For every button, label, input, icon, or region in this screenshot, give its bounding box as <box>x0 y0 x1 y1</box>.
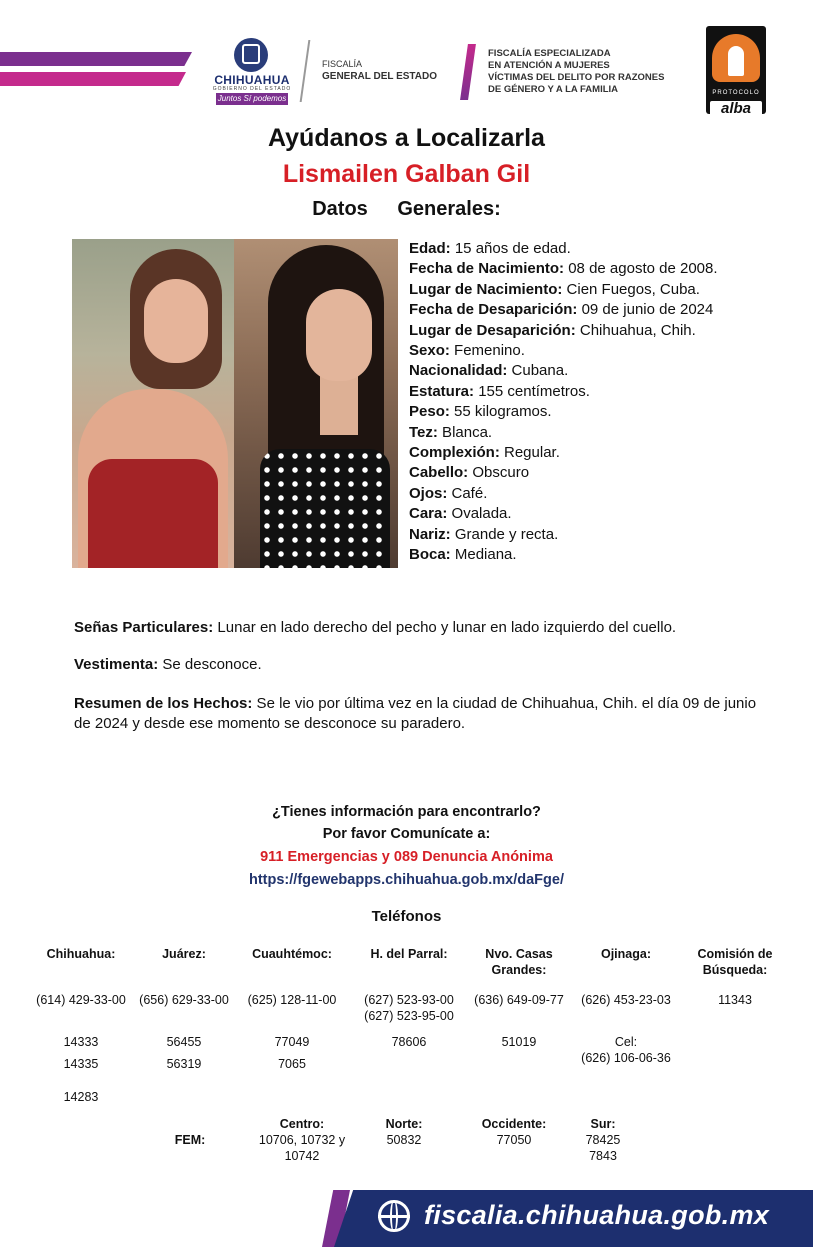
detail-row <box>409 300 739 320</box>
parral-ext-1: 78606 <box>391 1035 427 1049</box>
detail-row <box>409 423 739 443</box>
fem-line2: EN ATENCIÓN A MUJERES <box>488 60 610 71</box>
alba-big-text: alba <box>710 101 762 117</box>
senas-particulares <box>74 618 774 638</box>
col-casas-grandes-header: Nvo. Casas Grandes: <box>485 947 553 977</box>
detail-label: Fecha de Nacimiento: <box>409 260 565 278</box>
col-cuauhtemoc-header: Cuauhtémoc: <box>252 947 332 961</box>
ojinaga-cel-phone: (626) 106-06-36 <box>581 1051 671 1065</box>
fem-norte-value: 50832 <box>386 1133 422 1147</box>
detail-value: Femenino. <box>449 342 525 360</box>
contact-question: ¿Tienes información para encontrarlo? <box>272 804 541 820</box>
fem-occidente-label: Occidente: <box>481 1117 547 1131</box>
vestimenta <box>74 655 774 675</box>
detail-value: Mediana. <box>450 546 517 564</box>
detail-row <box>409 402 739 422</box>
detail-label: Complexión: <box>409 444 500 462</box>
detail-value: Regular. <box>499 444 560 462</box>
vestimenta-value: Se desconoce. <box>158 656 262 673</box>
person-photo-right <box>234 239 398 568</box>
resumen-label: Resumen de los Hechos: <box>74 695 253 712</box>
vestimenta-label: Vestimenta: <box>74 656 159 673</box>
section-title-datos: Datos Generales: <box>312 198 501 220</box>
col-juarez-header: Juárez: <box>162 947 206 961</box>
alba-logo-text <box>706 84 766 117</box>
chihuahua-main-phone: (614) 429-33-00 <box>36 993 126 1007</box>
chihuahua-ext-3: 14283 <box>63 1090 99 1104</box>
col-parral-header: H. del Parral: <box>370 947 448 961</box>
fem-sur-label: Sur: <box>590 1117 616 1131</box>
detail-label: Edad: <box>409 240 451 257</box>
resumen-value: Se le vio por última vez en la ciudad de Chihuahua, Chih. el día 09 de junio de 2024 y desde ese momento se desconoce su paradero. <box>74 695 757 732</box>
cuauhtemoc-ext-1: 77049 <box>274 1035 310 1049</box>
detail-row <box>409 545 739 565</box>
person-photo-left <box>72 239 234 568</box>
detail-label: Nacionalidad: <box>409 362 508 380</box>
casas-grandes-ext-1: 51019 <box>501 1035 537 1049</box>
detail-label: Estatura: <box>409 382 475 400</box>
chihuahua-logo-name: CHIHUAHUA <box>214 73 290 87</box>
detail-label: Boca: <box>409 546 451 564</box>
contact-emergency: 911 Emergencias y 089 Denuncia Anónima <box>260 849 553 865</box>
alba-figure-icon <box>728 46 744 76</box>
detail-label: Sexo: <box>409 342 450 360</box>
col-chihuahua-header: Chihuahua: <box>46 947 116 961</box>
parral-main-phone: (627) 523-93-00 <box>364 993 454 1007</box>
detail-row <box>409 280 739 300</box>
juarez-ext-2: 56319 <box>166 1057 202 1071</box>
chihuahua-shield-icon <box>242 44 260 64</box>
fem-line1: FISCALÍA ESPECIALIZADA <box>488 48 611 59</box>
detail-value: 155 centímetros. <box>474 382 590 400</box>
fiscalia-line2: GENERAL DEL ESTADO <box>322 71 438 82</box>
header-stripe-purple <box>0 52 192 66</box>
fem-sur-value-1: 78425 <box>585 1133 621 1147</box>
senas-value: Lunar en lado derecho del pecho y lunar en lado izquierdo del cuello. <box>213 619 677 636</box>
detail-row <box>409 259 739 279</box>
details-list <box>409 239 739 566</box>
contact-please: Por favor Comunícate a: <box>322 826 491 842</box>
detail-label: Cabello: <box>409 464 469 482</box>
detail-row <box>409 382 739 402</box>
detail-value: Grande y recta. <box>450 525 559 543</box>
detail-label: Lugar de Desaparición: <box>409 321 576 339</box>
detail-value: 09 de junio de 2024 <box>577 301 714 319</box>
cuauhtemoc-ext-2: 7065 <box>278 1057 306 1071</box>
fem-label: FEM: <box>174 1133 206 1147</box>
fem-logo-text <box>488 48 664 96</box>
detail-row <box>409 463 739 483</box>
chihuahua-slogan: Juntos Sí podemos <box>217 94 287 103</box>
detail-value: Blanca. <box>437 423 493 441</box>
detail-label: Ojos: <box>409 484 448 502</box>
col-ojinaga-header: Ojinaga: <box>600 947 651 961</box>
page-title: Ayúdanos a Localizarla <box>268 124 545 152</box>
detail-value: 55 kilogramos. <box>449 403 552 421</box>
detail-row <box>409 361 739 381</box>
detail-row <box>409 341 739 361</box>
header-stripe-magenta <box>0 72 186 86</box>
alba-small-text: PROTOCOLO <box>712 90 760 96</box>
detail-row <box>409 504 739 524</box>
juarez-ext-1: 56455 <box>166 1035 202 1049</box>
fem-sur-value-2: 7843 <box>589 1149 617 1163</box>
detail-row <box>409 525 739 545</box>
resumen-hechos <box>74 694 774 734</box>
detail-label: Tez: <box>409 423 438 441</box>
contact-url-link[interactable]: https://fgewebapps.chihuahua.gob.mx/daFge/ <box>249 872 564 888</box>
detail-value: Café. <box>447 484 488 502</box>
fem-centro-label: Centro: <box>279 1117 325 1131</box>
detail-value: 15 años de edad. <box>450 240 571 257</box>
detail-value: 08 de agosto de 2008. <box>564 260 718 278</box>
ojinaga-main-phone: (626) 453-23-03 <box>581 993 671 1007</box>
fem-line3: VÍCTIMAS DEL DELITO POR RAZONES <box>488 72 665 83</box>
detail-value: Ovalada. <box>447 505 512 523</box>
fiscalia-line1: FISCALÍA <box>322 59 363 69</box>
detail-label: Peso: <box>409 403 450 421</box>
phones-title: Teléfonos <box>371 908 442 925</box>
detail-value: Chihuahua, Chih. <box>575 321 696 339</box>
detail-value: Cubana. <box>507 362 569 380</box>
detail-label: Lugar de Nacimiento: <box>409 280 563 298</box>
chihuahua-ext-2: 14335 <box>63 1057 99 1071</box>
casas-grandes-main-phone: (636) 649-09-77 <box>474 993 564 1007</box>
juarez-main-phone: (656) 629-33-00 <box>139 993 229 1007</box>
chihuahua-ext-1: 14333 <box>63 1035 99 1049</box>
parral-main-phone-2: (627) 523-95-00 <box>364 1009 454 1023</box>
fem-norte-label: Norte: <box>385 1117 423 1131</box>
person-name: Lismailen Galban Gil <box>282 160 531 188</box>
globe-cursor-icon <box>378 1200 410 1232</box>
detail-row <box>409 321 739 341</box>
col-comision-header: Comisión de Búsqueda: <box>697 947 773 977</box>
senas-label: Señas Particulares: <box>74 619 214 636</box>
detail-value: Cien Fuegos, Cuba. <box>562 280 700 298</box>
cuauhtemoc-main-phone: (625) 128-11-00 <box>247 993 337 1007</box>
detail-label: Fecha de Desaparición: <box>409 301 578 319</box>
detail-row <box>409 239 739 259</box>
detail-row <box>409 484 739 504</box>
fem-line4: DE GÉNERO Y A LA FAMILIA <box>488 84 619 95</box>
header-divider <box>300 40 311 102</box>
detail-value: Obscuro <box>468 464 530 482</box>
fem-occidente-value: 77050 <box>496 1133 532 1147</box>
ojinaga-cel-label: Cel: <box>614 1035 638 1049</box>
chihuahua-logo-sub: GOBIERNO DEL ESTADO <box>212 86 292 92</box>
detail-row <box>409 443 739 463</box>
fem-centro-value: 10706, 10732 y 10742 <box>258 1133 346 1163</box>
footer-site-link[interactable]: fiscalia.chihuahua.gob.mx <box>424 1200 770 1230</box>
detail-label: Nariz: <box>409 525 451 543</box>
fiscalia-logo-text <box>322 58 437 83</box>
comision-main-phone: 11343 <box>718 993 752 1007</box>
fem-logo-bar <box>460 44 476 100</box>
detail-label: Cara: <box>409 505 448 523</box>
